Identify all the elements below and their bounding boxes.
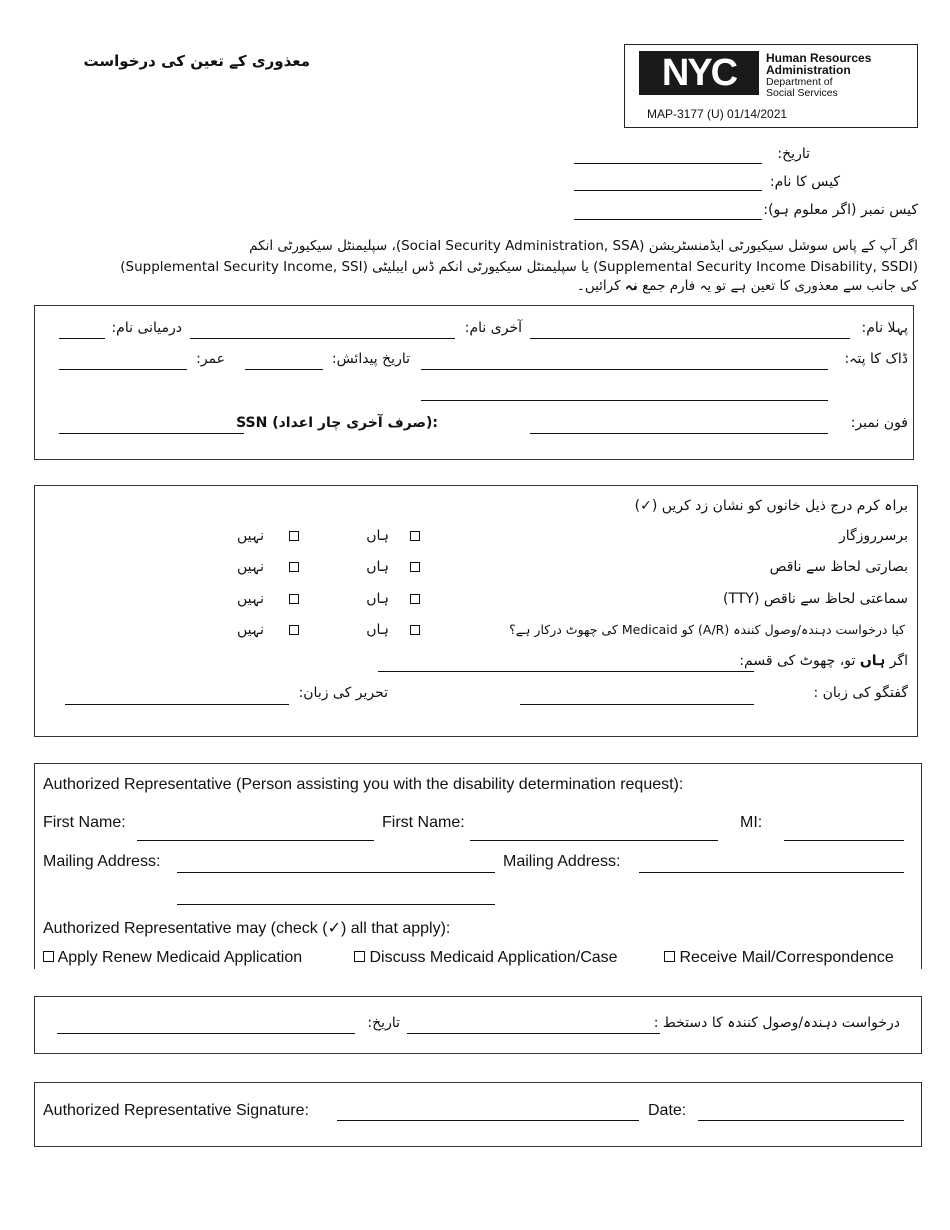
medicaid-waiver-yes-checkbox[interactable]	[410, 625, 420, 635]
agency-name-line1: Human Resources	[766, 51, 872, 65]
applicant-signature-label: درخواست دہندہ/وصول کنندہ کا دستخط :	[653, 1015, 900, 1031]
date-field[interactable]	[574, 163, 762, 164]
yes-label: ہاں	[366, 528, 389, 544]
hearing-impaired-yes-checkbox[interactable]	[410, 594, 420, 604]
no-label: نہیں	[237, 559, 264, 575]
address-field-1[interactable]	[421, 369, 828, 370]
rep-date-label: Date:	[648, 1102, 687, 1119]
middle-name-field[interactable]	[59, 338, 105, 339]
intro-line-3: کی جانب سے معذوری کا تعین ہے تو یہ فارم جمع نہ کرائیں۔	[576, 278, 918, 294]
rep-first-name-label: First Name:	[43, 814, 126, 831]
visually-impaired-yes-checkbox[interactable]	[410, 562, 420, 572]
case-number-field[interactable]	[574, 219, 762, 220]
rep-signature-label: Authorized Representative Signature:	[43, 1102, 309, 1119]
case-name-field[interactable]	[574, 190, 762, 191]
visually-impaired-no-checkbox[interactable]	[289, 562, 299, 572]
apply-renew-checkbox[interactable]	[43, 951, 54, 962]
age-label: عمر:	[196, 351, 225, 367]
address-label: ڈاک کا پتہ:	[844, 351, 908, 367]
applicant-signature-field[interactable]	[407, 1033, 660, 1034]
hearing-impaired-no-checkbox[interactable]	[289, 594, 299, 604]
no-label: نہیں	[237, 528, 264, 544]
signature-date-label: تاریخ:	[367, 1015, 400, 1031]
rep-signature-field[interactable]	[337, 1120, 639, 1121]
yes-label: ہاں	[366, 591, 389, 607]
employed-yes-checkbox[interactable]	[410, 531, 420, 541]
question-medicaid-waiver: کیا درخواست دہندہ/وصول کنندہ (A/R) کو Medicaid کی چھوٹ درکار ہے؟	[509, 622, 905, 637]
dob-field[interactable]	[245, 369, 323, 370]
agency-logo-box	[624, 44, 918, 128]
date-label: تاریخ:	[777, 146, 810, 162]
middle-name-label: درمیانی نام:	[111, 320, 182, 336]
rep-second-name-field[interactable]	[470, 840, 718, 841]
waiver-type-label: اگر ہاں تو، چھوٹ کی قسم:	[739, 653, 908, 669]
signature-date-field[interactable]	[57, 1033, 355, 1034]
option-receive-mail[interactable]: Receive Mail/Correspondence	[664, 949, 894, 967]
option-apply-renew[interactable]: Apply Renew Medicaid Application	[43, 949, 302, 967]
intro-line-1: اگر آپ کے پاس سوشل سیکیورٹی ایڈمنسٹریشن (Social Security Administration, SSA)، سپلیمنٹل سیکیورٹی انکم	[249, 238, 918, 254]
written-language-label: تحریر کی زبان:	[298, 685, 388, 701]
yes-label: ہاں	[366, 559, 389, 575]
rep-date-field[interactable]	[698, 1120, 904, 1121]
dept-name-line2: Social Services	[766, 87, 838, 99]
no-label: نہیں	[237, 591, 264, 607]
question-hearing-impaired: سماعتی لحاظ سے ناقص (TTY)	[723, 591, 908, 607]
last-name-label: آخری نام:	[464, 320, 522, 336]
rep-first-name-field[interactable]	[137, 840, 374, 841]
representative-heading: Authorized Representative (Person assisting you with the disability determination request):	[43, 776, 684, 793]
rep-mailing-field-3[interactable]	[177, 904, 495, 905]
medicaid-waiver-no-checkbox[interactable]	[289, 625, 299, 635]
rep-mi-label: MI:	[740, 814, 763, 831]
page-title: معذوری کے تعین کی درخواست	[83, 52, 310, 70]
question-visually-impaired: بصارتی لحاظ سے ناقص	[769, 559, 908, 575]
last-name-field[interactable]	[190, 338, 455, 339]
written-language-field[interactable]	[65, 704, 289, 705]
receive-mail-checkbox[interactable]	[664, 951, 675, 962]
dob-label: تاریخ پیدائش:	[331, 351, 410, 367]
ssn-label: SSN (صرف آخری چار اعداد):	[236, 415, 438, 431]
agency-name-line2: Administration	[766, 63, 851, 77]
rep-mailing-label-1: Mailing Address:	[43, 853, 161, 870]
rep-mi-field[interactable]	[784, 840, 904, 841]
rep-mailing-label-2: Mailing Address:	[503, 853, 621, 870]
rep-permissions-label: Authorized Representative may (check (✓) all that apply):	[43, 920, 451, 937]
first-name-label: پہلا نام:	[861, 320, 908, 336]
spoken-language-label: گفتگو کی زبان :	[813, 685, 908, 701]
discuss-case-checkbox[interactable]	[354, 951, 365, 962]
spoken-language-field[interactable]	[520, 704, 754, 705]
case-number-label: کیس نمبر (اگر معلوم ہو):	[763, 202, 918, 218]
age-field[interactable]	[59, 369, 187, 370]
address-field-2[interactable]	[421, 400, 828, 401]
yes-label: ہاں	[366, 622, 389, 638]
first-name-field[interactable]	[530, 338, 850, 339]
ssn-field[interactable]	[59, 433, 244, 434]
rep-second-name-label: First Name:	[382, 814, 465, 831]
rep-mailing-field-1[interactable]	[177, 872, 495, 873]
option-discuss-case[interactable]: Discuss Medicaid Application/Case	[354, 949, 618, 967]
nyc-logo: NYC	[639, 51, 759, 95]
question-employed: برسرروزگار	[838, 528, 908, 544]
intro-line-2: (Supplemental Security Income, SSI) یا سپلیمنٹل سیکیورٹی انکم ڈس ایبلیٹی (Supplemental Security Income Disability, SSDI)	[120, 259, 918, 275]
rep-mailing-field-2[interactable]	[639, 872, 904, 873]
form-id: MAP-3177 (U) 01/14/2021	[647, 107, 788, 121]
phone-field[interactable]	[530, 433, 828, 434]
employed-no-checkbox[interactable]	[289, 531, 299, 541]
phone-label: فون نمبر:	[850, 415, 908, 431]
dept-name-line1: Department of	[766, 76, 833, 88]
waiver-type-field[interactable]	[378, 671, 754, 672]
check-instruction: براہ کرم درج ذیل خانوں کو نشان زد کریں (✓)	[634, 498, 908, 514]
questions-section	[34, 485, 918, 737]
case-name-label: کیس کا نام:	[769, 174, 840, 190]
no-label: نہیں	[237, 622, 264, 638]
